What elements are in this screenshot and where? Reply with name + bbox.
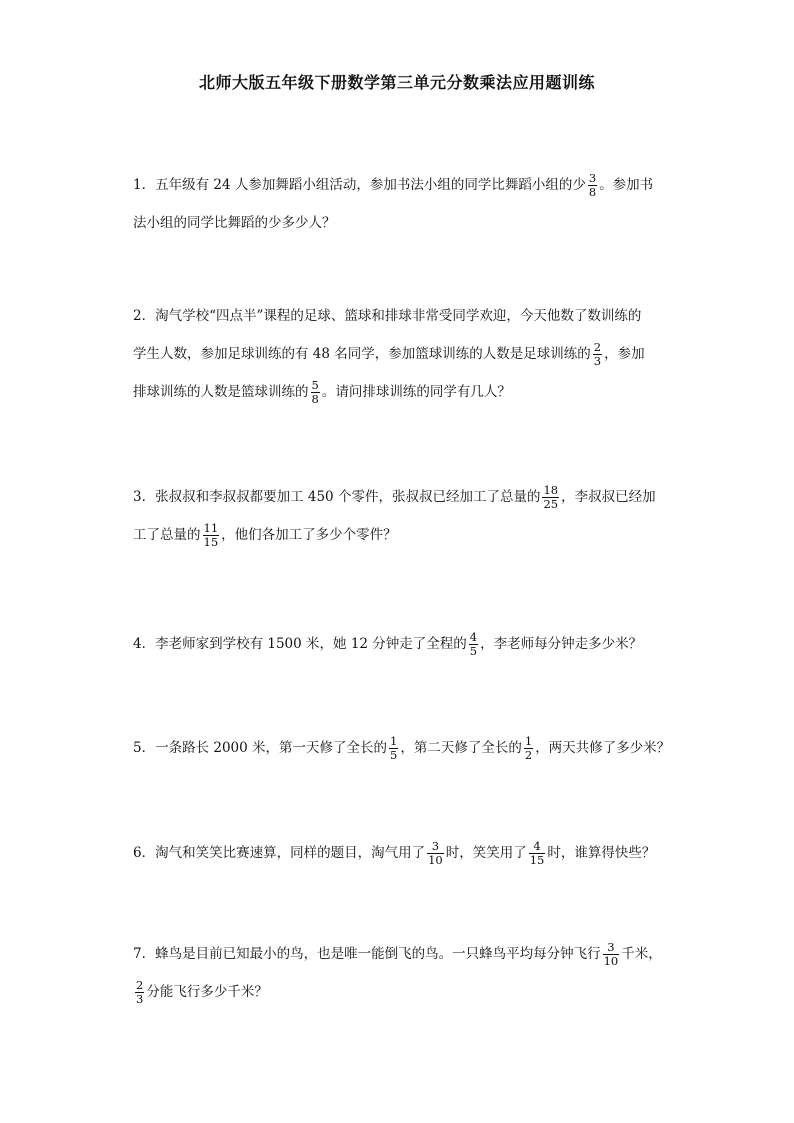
question-text: ，他们各加工了多少个零件？	[221, 527, 397, 543]
question-text: 1．五年级有 24 人参加舞蹈小组活动，参加书法小组的同学比舞蹈小组的少	[133, 177, 586, 193]
question-line	[133, 335, 663, 373]
question-line	[133, 297, 663, 335]
fraction	[529, 838, 546, 867]
question-line	[133, 973, 663, 1011]
fraction	[427, 838, 444, 867]
fraction-numerator: 3	[427, 841, 444, 855]
fraction-denominator: 3	[136, 992, 144, 1006]
fraction	[588, 170, 597, 199]
question-6	[133, 834, 663, 872]
question-text: 排球训练的人数是篮球训练的	[133, 384, 309, 400]
fraction	[542, 482, 559, 511]
question-4	[133, 625, 663, 663]
fraction-numerator: 2	[593, 339, 602, 354]
fraction-numerator: 3	[603, 942, 620, 956]
fraction	[311, 377, 320, 406]
question-text: ，李老师每分钟走多少米？	[480, 636, 643, 652]
question-text: 5．一条路长 2000 米，第一天修了全长的	[133, 740, 388, 756]
fraction-numerator: 4	[529, 841, 546, 855]
question-text: 2．淘气学校“四点半”课程的足球、篮球和排球非常受同学欢迎，今天他数了数训练的	[133, 308, 642, 324]
question-text: 。参加书	[599, 177, 654, 193]
question-text: 7．蜂鸟是目前已知最小的鸟，也是唯一能倒飞的鸟。一只蜂鸟平均每分钟飞行	[133, 946, 601, 962]
fraction-numerator: 1	[390, 733, 398, 748]
question-text: 6．淘气和笑笑比赛速算，同样的题目，淘气用了	[133, 845, 426, 861]
question-text: ，参加	[604, 346, 645, 362]
question-text: 分能飞行多少千米？	[146, 984, 268, 1000]
question-1	[133, 166, 663, 242]
question-text: ，两天共修了多少米？	[535, 740, 671, 756]
fraction-denominator: 8	[311, 392, 319, 406]
fraction	[203, 520, 220, 549]
fraction-numerator: 4	[469, 629, 478, 644]
question-line	[133, 729, 671, 767]
question-text: 4．李老师家到学校有 1500 米，她 12 分钟走了全程的	[133, 636, 467, 652]
fraction-numerator: 1	[524, 733, 533, 748]
question-text: 学生人数，参加足球训练的有 48 名同学，参加篮球训练的人数是足球训练的	[133, 346, 591, 362]
fraction-numerator: 2	[136, 977, 144, 992]
question-line	[133, 204, 663, 242]
question-text: 3．张叔叔和李叔叔都要加工 450 个零件，张叔叔已经加工了总量的	[133, 489, 541, 505]
page-title: 北师大版五年级下册数学第三单元分数乘法应用题训练	[198, 73, 595, 92]
fraction-denominator: 10	[428, 853, 443, 867]
fraction-numerator: 3	[588, 170, 597, 185]
fraction	[469, 629, 478, 658]
fraction-denominator: 25	[543, 497, 559, 511]
question-line	[133, 166, 663, 204]
fraction	[593, 339, 602, 368]
question-text: 时，笑笑用了	[445, 845, 527, 861]
question-text: 时，谁算得快些？	[547, 845, 656, 861]
fraction-numerator: 5	[311, 377, 319, 392]
fraction-numerator: 18	[543, 482, 559, 497]
question-line	[133, 625, 663, 663]
question-text: 工了总量的	[133, 527, 201, 543]
question-text: 法小组的同学比舞蹈的少多少人？	[133, 215, 336, 231]
question-line	[133, 935, 663, 973]
fraction-denominator: 5	[390, 748, 398, 762]
question-line	[133, 516, 663, 554]
question-3	[133, 478, 663, 554]
question-line	[133, 834, 663, 872]
question-line	[133, 373, 663, 411]
question-line	[133, 478, 663, 516]
question-7	[133, 935, 663, 1011]
question-5	[133, 729, 671, 767]
fraction-denominator: 3	[593, 354, 602, 368]
fraction-denominator: 2	[524, 748, 533, 762]
fraction-denominator: 10	[603, 954, 619, 968]
question-text: 。请问排球训练的同学有几人？	[321, 384, 511, 400]
fraction	[524, 733, 533, 762]
question-text: ，第二天修了全长的	[400, 740, 522, 756]
fraction	[603, 939, 620, 968]
question-text: ，李叔叔已经加	[561, 489, 656, 505]
question-text: 千米，	[621, 946, 662, 962]
question-2	[133, 297, 663, 411]
fraction-denominator: 15	[203, 535, 219, 549]
fraction-numerator: 11	[203, 520, 219, 535]
fraction-denominator: 15	[529, 853, 545, 867]
fraction-denominator: 5	[469, 644, 478, 658]
fraction	[389, 733, 398, 762]
fraction	[135, 977, 144, 1006]
fraction-denominator: 8	[588, 185, 597, 199]
